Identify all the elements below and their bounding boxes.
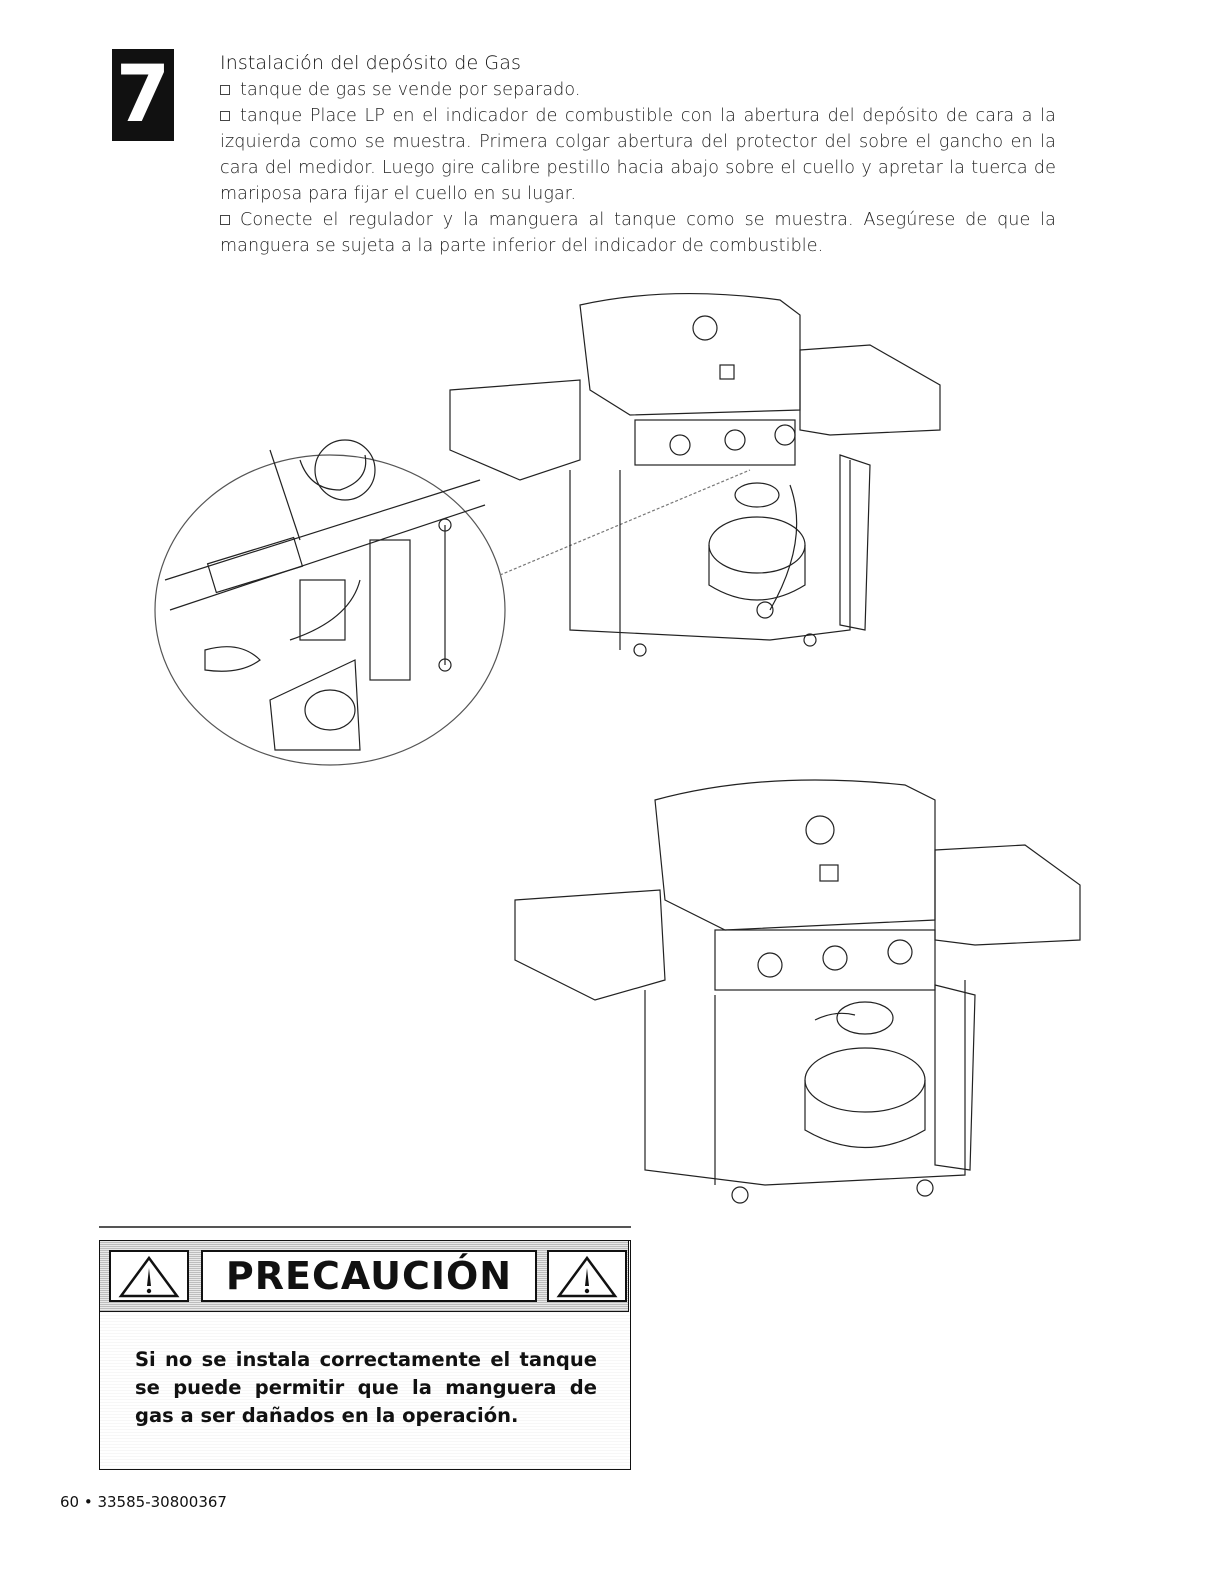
caution-title: PRECAUCIÓN bbox=[201, 1250, 537, 1302]
grill-with-tank-detail-icon bbox=[150, 280, 950, 770]
step-number: 7 bbox=[115, 50, 171, 140]
checkbox-bullet-icon bbox=[220, 215, 230, 225]
instruction-item: Conecte el regulador y la manguera al tanque como se muestra. Asegúrese de que la manguera se sujeta a la parte inferior del indicador de combustible. bbox=[220, 210, 1056, 256]
instructions-block bbox=[220, 50, 1056, 259]
warning-triangle-icon bbox=[109, 1250, 189, 1302]
page-footer: 60 • 33585-30800367 bbox=[60, 1493, 227, 1511]
checkbox-bullet-icon bbox=[220, 111, 230, 121]
divider bbox=[99, 1226, 631, 1228]
warning-triangle-icon bbox=[547, 1250, 627, 1302]
instruction-item: tanque de gas se vende por separado. bbox=[220, 77, 1056, 103]
caution-box bbox=[99, 1226, 631, 1469]
instruction-item: tanque Place LP en el indicador de combustible con la abertura del depósito de cara a la izquierda como se muestra. Primera colgar abertura del protector del sobre el gancho en la cara del medidor. Luego gire calibre pestillo hacia abajo sobre el cuello y apretar la tuerca de mariposa para fijar el cuello en su lugar. bbox=[220, 106, 1056, 204]
caution-text: Si no se instala correctamente el tanque se puede permitir que la manguera de gas a ser dañados en la operación. bbox=[135, 1348, 597, 1427]
section-title: Instalación del depósito de Gas bbox=[220, 52, 521, 74]
checkbox-bullet-icon bbox=[220, 85, 230, 95]
step-number-badge bbox=[112, 49, 174, 141]
grill-with-tank-installed-icon bbox=[505, 760, 1085, 1220]
